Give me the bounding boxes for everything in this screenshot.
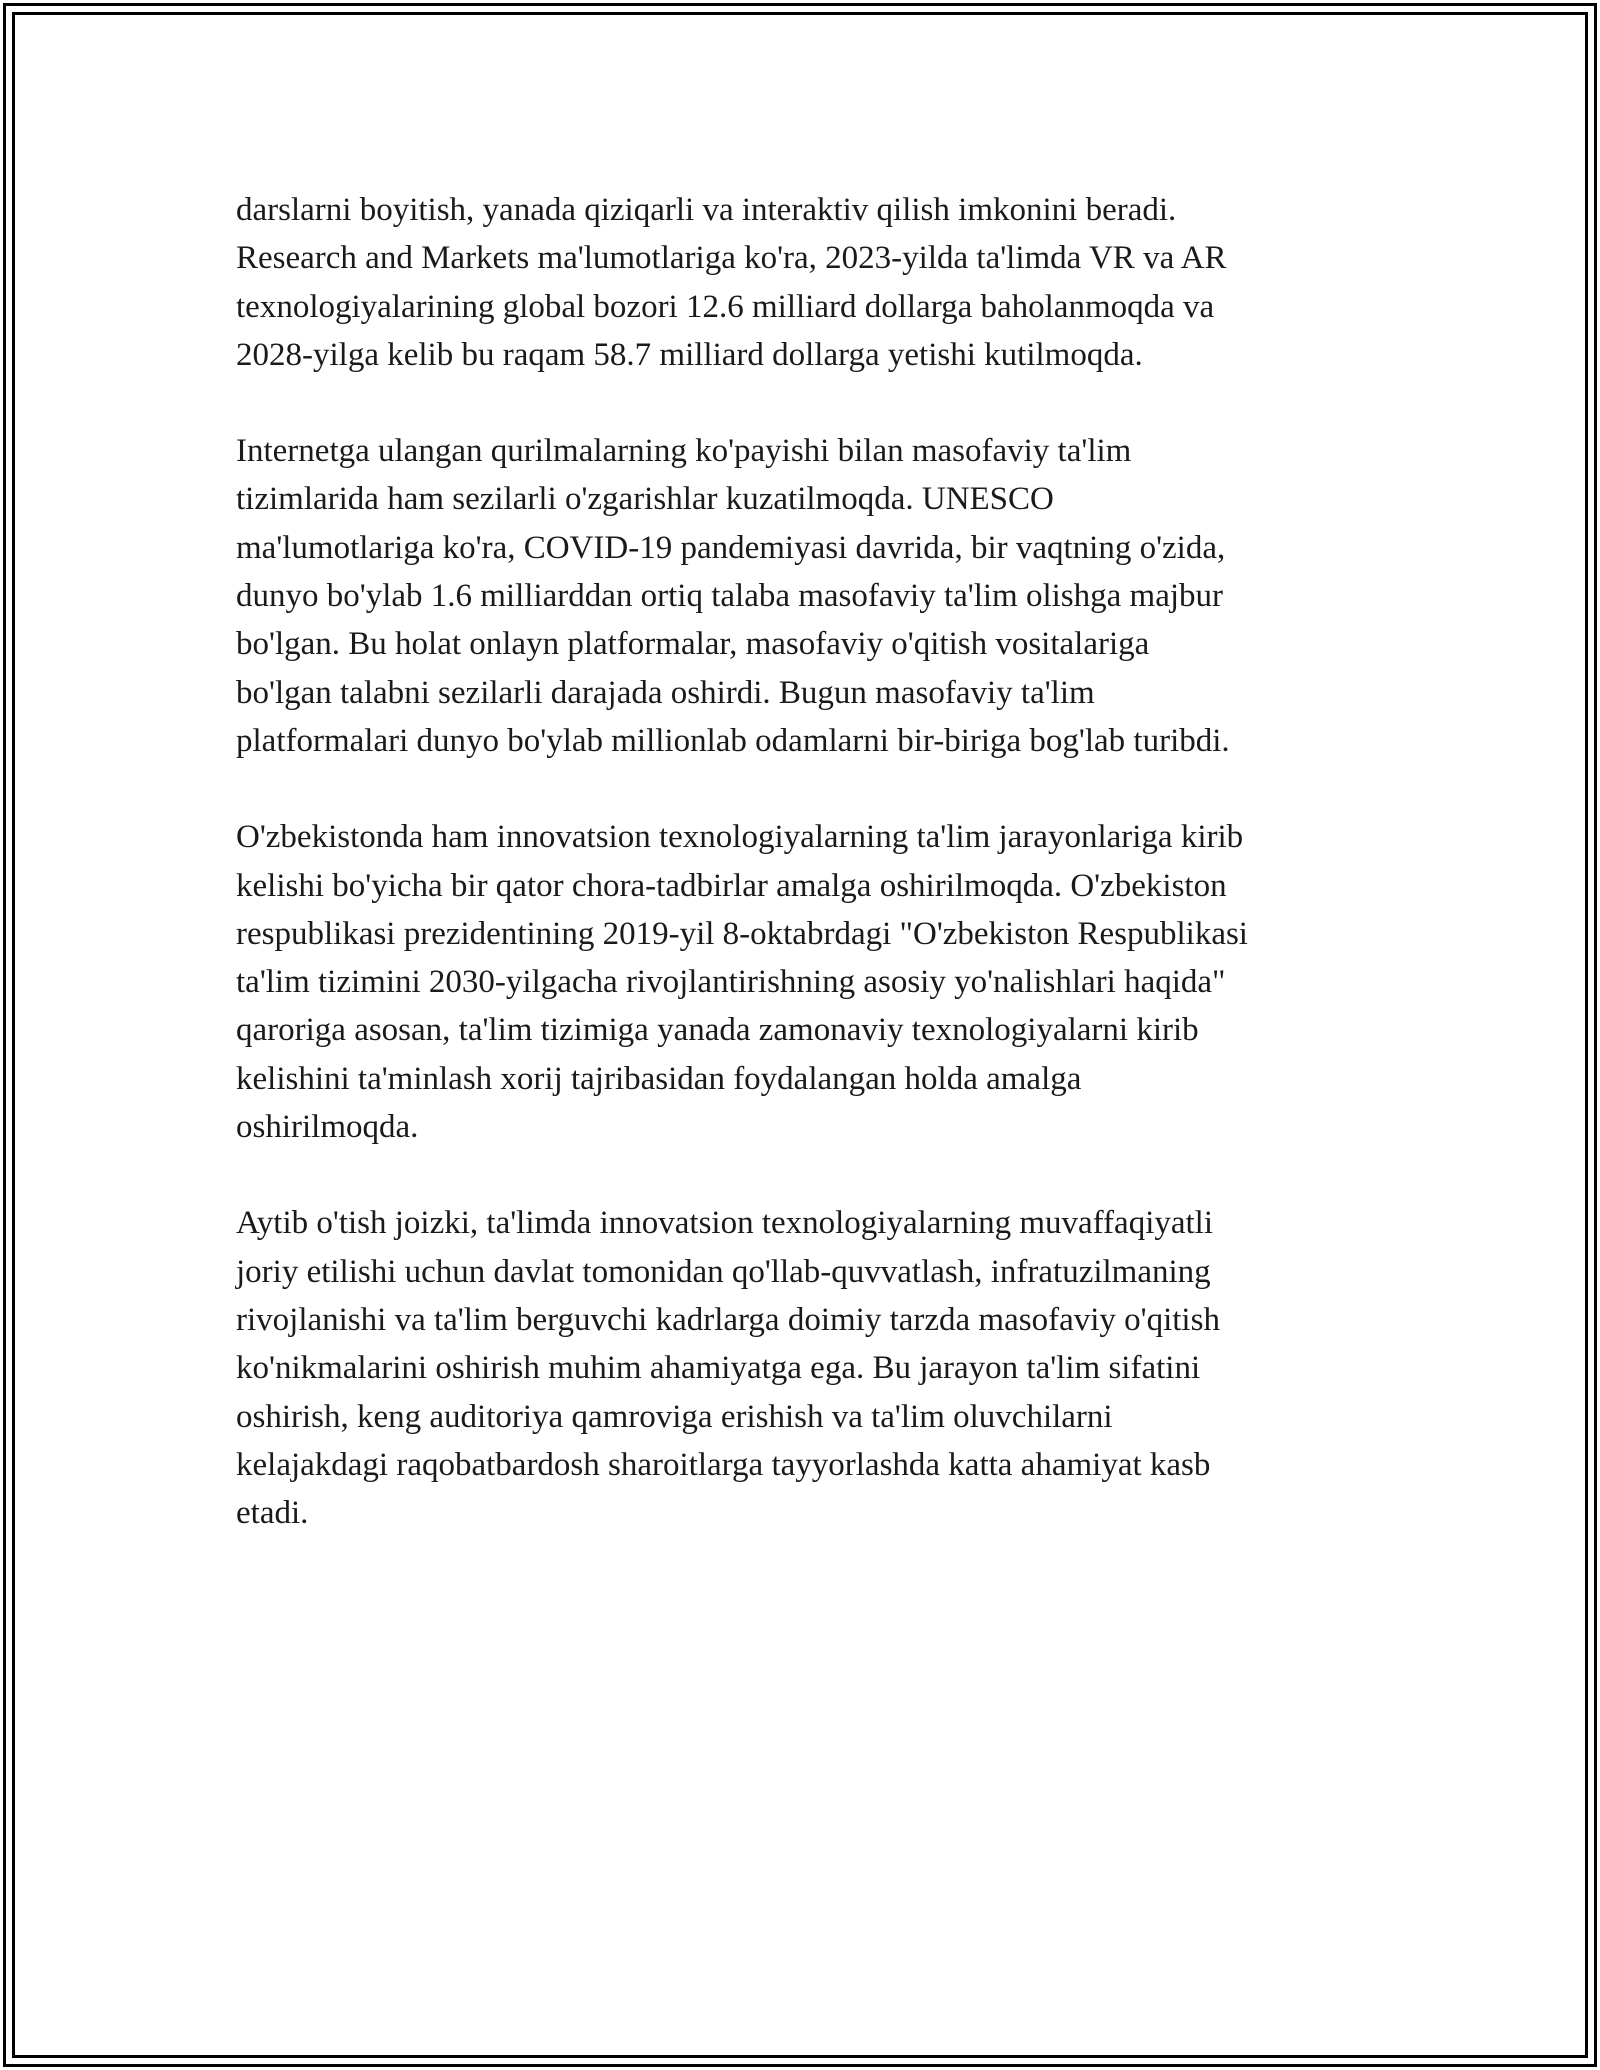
paragraph-distance-learning: Internetga ulangan qurilmalarning ko'payishi bilan masofaviy ta'lim tizimlarida ham sezilarli o'zgarishlar kuzatilmoqda. UNESCO ma'lumotlariga ko'ra, COVID-19 pandemiyasi davrida, bir vaqtning o'zida, dunyo bo'ylab 1.6 milliarddan ortiq talaba masofaviy ta'lim olishga majbur bo'lgan. Bu holat onlayn platformalar, masofaviy o'qitish vositalariga bo'lgan talabni sezilarli darajada oshirdi. Bugun masofaviy ta'lim platformalari dunyo bo'ylab millionlab odamlarni bir-biriga bog'lab turibdi. xyxy=(236,433,1230,759)
paragraph-uzbekistan-reforms: O'zbekistonda ham innovatsion texnologiyalarning ta'lim jarayonlariga kirib kelishi bo'yicha bir qator chora-tadbirlar amalga oshirilmoqda. O'zbekiston respublikasi prezidentining 2019-yil 8-oktabrdagi "O'zbekiston Respublikasi ta'lim tizimini 2030-yilgacha rivojlantirishning asosiy yo'nalishlari haqida" qaroriga asosan, ta'lim tizimiga yanada zamonaviy texnologiyalarni kirib kelishini ta'minlash xorij tajribasidan foydalangan holda amalga oshirilmoqda. xyxy=(236,819,1248,1146)
paragraph-vr-ar-market: darslarni boyitish, yanada qiziqarli va interaktiv qilish imkonini beradi. Research and Markets ma'lumotlariga ko'ra, 2023-yilda ta'limda VR va AR texnologiyalarining global bozori 12.6 milliard dollarga baholanmoqda va 2028-yilga kelib bu raqam 58.7 milliard dollarga yetishi kutilmoqda. xyxy=(236,192,1227,373)
paragraph-conclusion: Aytib o'tish joizki, ta'limda innovatsion texnologiyalarning muvaffaqiyatli joriy etilishi uchun davlat tomonidan qo'llab-quvvatlash, infratuzilmaning rivojlanishi va ta'lim berguvchi kadrlarga doimiy tarzda masofaviy o'qitish ko'nikmalarini oshirish muhim ahamiyatga ega. Bu jarayon ta'lim sifatini oshirish, keng auditoriya qamroviga erishish va ta'lim oluvchilarni kelajakdagi raqobatbardosh sharoitlarga tayyorlashda katta ahamiyat kasb etadi. xyxy=(236,1205,1220,1532)
document-body xyxy=(236,186,1378,1585)
